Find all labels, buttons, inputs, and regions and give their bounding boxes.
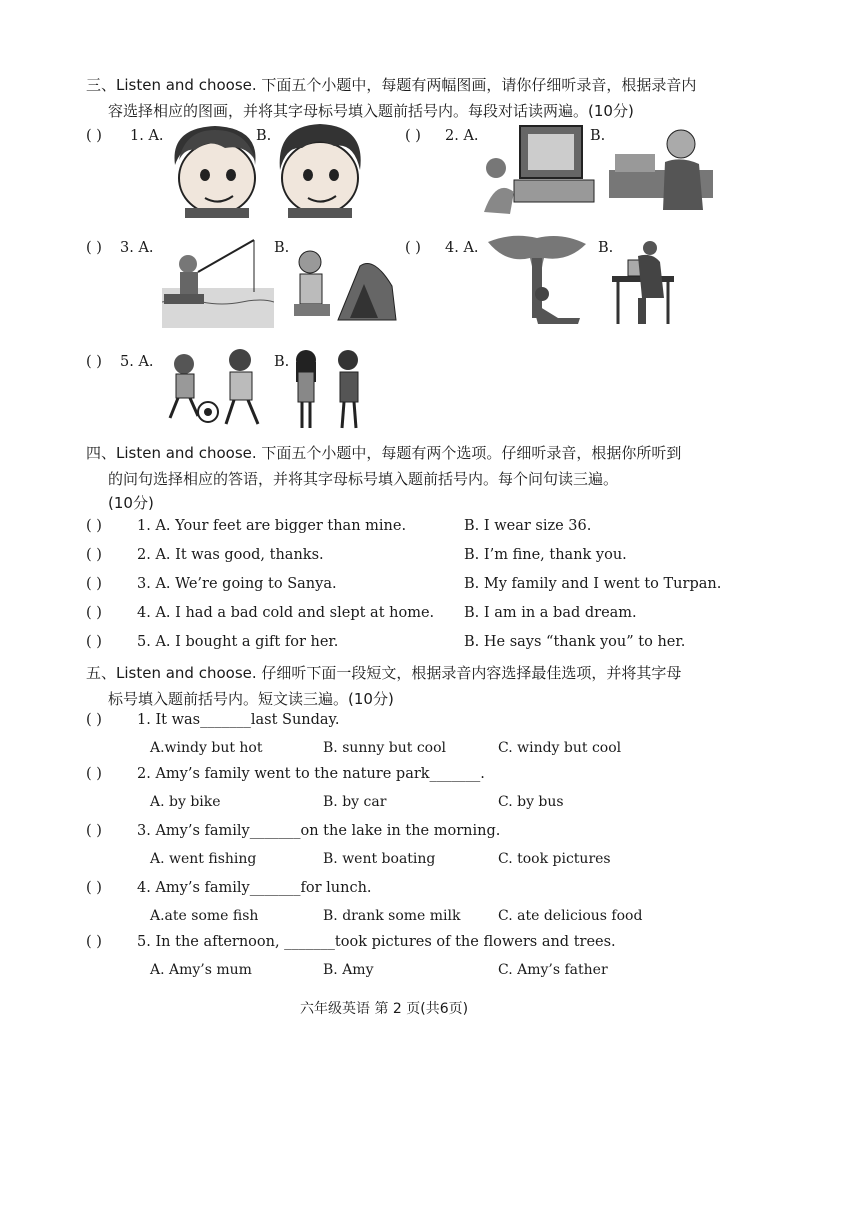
section4-item5-a: 5. A. I bought a gift for her. (137, 634, 339, 650)
section4-item3-a: 3. A. We’re going to Sanya. (137, 576, 337, 592)
section5-q4-option-c: C. ate delicious food (498, 908, 643, 924)
section3-item4-paren[interactable]: ( ) (405, 240, 421, 256)
section5-q3-option-c: C. took pictures (498, 851, 611, 867)
section5-q4-text: 4. Amy’s family_______for lunch. (137, 880, 372, 896)
section3-item2-paren[interactable]: ( ) (405, 128, 421, 144)
section5-q1-paren[interactable]: ( ) (86, 712, 102, 728)
section4-item4-paren[interactable]: ( ) (86, 605, 102, 621)
section3-item1-a-label: 1. A. (130, 128, 164, 144)
section5-q3-paren[interactable]: ( ) (86, 823, 102, 839)
section5-q1-text: 1. It was_______last Sunday. (137, 712, 340, 728)
section5-title-line1: 五、Listen and choose. 仔细听下面一段短文，根据录音内容选择最佳选项，并将其字母 (86, 664, 682, 682)
section5-q4-paren[interactable]: ( ) (86, 880, 102, 896)
section3-item4-b-label: B. (598, 240, 614, 256)
boy-face-picture-a (165, 120, 265, 218)
section4-item2-b: B. I’m fine, thank you. (464, 547, 627, 563)
reading-under-tree-picture (482, 232, 592, 328)
section4-title-line1: 四、Listen and choose. 下面五个小题中，每题有两个选项。仔细听录音，根据你所听到 (86, 444, 682, 462)
playing-instrument-picture (605, 122, 717, 218)
section4-item2-paren[interactable]: ( ) (86, 547, 102, 563)
section4-item4-a: 4. A. I had a bad cold and slept at home. (137, 605, 435, 621)
boy-face-picture-b (270, 120, 370, 218)
section4-item5-paren[interactable]: ( ) (86, 634, 102, 650)
section5-q5-option-a: A. Amy’s mum (150, 962, 252, 978)
section3-item4-a-label: 4. A. (445, 240, 479, 256)
section5-title-line2: 标号填入题前括号内。短文读三遍。(10分) (108, 690, 394, 708)
two-children-picture (290, 346, 370, 432)
section3-title-line2: 容选择相应的图画，并将其字母标号填入题前括号内。每段对话读两遍。(10分) (108, 102, 634, 120)
section3-item5-b-label: B. (274, 354, 290, 370)
section3-item2-b-label: B. (590, 128, 606, 144)
section5-q4-option-a: A.ate some fish (150, 908, 259, 924)
section4-item5-b: B. He says “thank you” to her. (464, 634, 686, 650)
playing-football-picture (160, 346, 272, 432)
section5-q3-option-b: B. went boating (323, 851, 436, 867)
section3-title-line1: 三、Listen and choose. 下面五个小题中，每题有两幅图画，请你仔细听录音，根据录音内 (86, 76, 697, 94)
section4-item1-a: 1. A. Your feet are bigger than mine. (137, 518, 407, 534)
section5-q4-option-b: B. drank some milk (323, 908, 461, 924)
section5-q1-option-b: B. sunny but cool (323, 740, 447, 756)
section4-title-line3: (10分) (108, 494, 154, 512)
section5-q5-option-b: B. Amy (323, 962, 374, 978)
section5-q5-option-c: C. Amy’s father (498, 962, 608, 978)
section3-item1-b-label: B. (256, 128, 272, 144)
section4-title-line2: 的问句选择相应的答语，并将其字母标号填入题前括号内。每个问句读三遍。 (108, 470, 619, 488)
using-computer-picture (608, 240, 712, 328)
camping-picture (288, 232, 398, 328)
section4-item3-b: B. My family and I went to Turpan. (464, 576, 722, 592)
section4-item3-paren[interactable]: ( ) (86, 576, 102, 592)
section5-q2-option-a: A. by bike (150, 794, 221, 810)
watching-tv-picture (480, 122, 600, 218)
section5-q2-option-c: C. by bus (498, 794, 564, 810)
section4-item2-a: 2. A. It was good, thanks. (137, 547, 324, 563)
page-footer: 六年级英语 第 2 页(共6页) (300, 1001, 469, 1017)
section3-item1-paren[interactable]: ( ) (86, 128, 102, 144)
section5-q3-option-a: A. went fishing (150, 851, 257, 867)
fishing-picture (162, 232, 274, 328)
section5-q2-text: 2. Amy’s family went to the nature park_______. (137, 766, 485, 782)
section5-q1-option-c: C. windy but cool (498, 740, 622, 756)
section3-item5-a-label: 5. A. (120, 354, 154, 370)
section3-item2-a-label: 2. A. (445, 128, 479, 144)
section4-item1-b: B. I wear size 36. (464, 518, 592, 534)
section5-q5-text: 5. In the afternoon, _______took pictures of the flowers and trees. (137, 934, 616, 950)
section3-item5-paren[interactable]: ( ) (86, 354, 102, 370)
section5-q2-paren[interactable]: ( ) (86, 766, 102, 782)
section5-q2-option-b: B. by car (323, 794, 387, 810)
section5-q5-paren[interactable]: ( ) (86, 934, 102, 950)
section3-item3-b-label: B. (274, 240, 290, 256)
section4-item4-b: B. I am in a bad dream. (464, 605, 637, 621)
section5-q3-text: 3. Amy’s family_______on the lake in the morning. (137, 823, 501, 839)
section3-item3-a-label: 3. A. (120, 240, 154, 256)
section4-item1-paren[interactable]: ( ) (86, 518, 102, 534)
section3-item3-paren[interactable]: ( ) (86, 240, 102, 256)
section5-q1-option-a: A.windy but hot (150, 740, 263, 756)
